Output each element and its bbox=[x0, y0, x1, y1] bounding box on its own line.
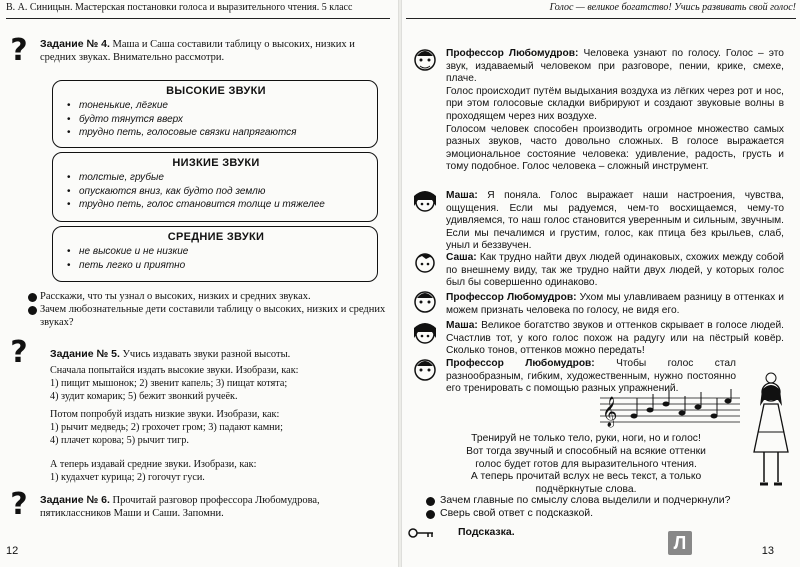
publisher-logo: Л bbox=[668, 531, 692, 555]
middle-sounds-box bbox=[52, 226, 378, 282]
list-item: • толстые, грубые bbox=[79, 171, 367, 185]
dialogue-2 bbox=[446, 190, 784, 253]
sasha-face-icon bbox=[408, 246, 442, 280]
professor-face-icon bbox=[408, 286, 442, 320]
task-5 bbox=[50, 348, 390, 361]
page-number: 12 bbox=[6, 545, 19, 557]
professor-face-icon bbox=[408, 354, 442, 388]
speech-text: Я поняла. Голос выражает наши настроения, чувства, ощущения. Если мы радуемся, чем-то восхищаемся, чему-то удивляемся, то наш голос становится уверенным и сильным, звучным. Если мы печалимся и грустим, голос, как птица без крыльев, слаб, уныл и беззвучен. bbox=[446, 190, 784, 252]
task-6-label: Задание № 6. bbox=[40, 494, 110, 506]
speech-text: Ухом мы улавливаем разницу в оттенках и можем признать человека по голосу, не видя его. bbox=[446, 292, 784, 316]
speech-text: Чтобы голос стал разнообразным, гибким, художественным, нужно постоянно его тренировать с помощью разных упражнений. bbox=[446, 358, 736, 395]
task-6 bbox=[40, 494, 390, 520]
question-1: Расскажи, что ты узнал о высоких, низких и средних звуках. bbox=[40, 291, 311, 302]
bullet-icon bbox=[426, 497, 435, 506]
key-icon bbox=[408, 528, 434, 538]
speaker: Профессор Любомудров: bbox=[446, 358, 595, 369]
masha-face-icon bbox=[408, 318, 442, 352]
question-icon: ? bbox=[10, 335, 28, 370]
right-header: Голос — великое богатство! Учись развивать свой голос! bbox=[406, 2, 796, 19]
question-icon: ? bbox=[10, 33, 28, 68]
list-item: • трудно петь, голос становится толще и тяжелее bbox=[79, 198, 367, 212]
dialogue-3 bbox=[446, 252, 784, 290]
speech-text: Человека узнают по голосу. Голос – это звук, издаваемый человеком при разговоре, пении, крике, смехе, плаче. Голос происходит путём выдыхания воздуха из лёгких через рот и нос, при этом голосовые складки вибрируют и создают звуковые волны в проходящем через них воздухе. Голосом человек способен производить огромное множество самых разных звуков, часто довольно сложных. В голосе выражается эмоциональное состояние человека: удивление, радость, грусть и тому подобное. Голос человека – сложный инструмент. bbox=[446, 48, 784, 173]
speaker: Профессор Любомудров: bbox=[446, 48, 579, 59]
list-item: • не высокие и не низкие bbox=[79, 245, 367, 259]
dialogue-4 bbox=[446, 292, 784, 317]
list-item: • будто тянутся вверх bbox=[79, 113, 367, 127]
question-icon: ? bbox=[10, 487, 28, 522]
left-page bbox=[0, 0, 398, 567]
task-5-low: Потом попробуй издать низкие звуки. Изобрази, как: 1) рычит медведь; 2) грохочет гром; 3) падают камни; 4) плачет корова; 5) рычит тигр. bbox=[50, 409, 283, 446]
music-staff-icon bbox=[600, 388, 740, 428]
list-item: • петь легко и приятно bbox=[79, 259, 367, 273]
task-5-label: Задание № 5. bbox=[50, 348, 120, 360]
left-header: В. А. Синицын. Мастерская постановки голоса и выразительного чтения. 5 класс bbox=[6, 2, 390, 19]
page-number: 13 bbox=[761, 545, 774, 557]
task-4-text: Маша и Саша составили таблицу о высоких, низких и средних звуках. Внимательно рассмотри. bbox=[40, 39, 355, 63]
box-title: ВЫСОКИЕ ЗВУКИ bbox=[166, 85, 266, 97]
question-1: Зачем главные по смыслу слова выделили и подчеркнули? bbox=[440, 494, 731, 506]
task-4 bbox=[40, 38, 390, 64]
question-2: Зачем любознательные дети составили таблицу о высоких, низких и средних звуках? bbox=[40, 304, 386, 328]
girl-illustration-icon bbox=[748, 372, 794, 490]
speaker: Маша: bbox=[446, 320, 478, 331]
poem: Тренируй не только тело, руки, ноги, но и голос! Вот тогда звучный и способный на всякие оттенки голос будет готов для выразительного чтения. bbox=[466, 433, 706, 470]
box-title: НИЗКИЕ ЗВУКИ bbox=[172, 157, 260, 169]
right-page bbox=[400, 0, 800, 567]
task-5-middle: А теперь издавай средние звуки. Изобрази, как: 1) кудахчет курица; 2) гогочут гуси. bbox=[50, 459, 257, 483]
bullet-icon bbox=[28, 293, 37, 302]
low-sounds-box bbox=[52, 152, 378, 222]
svg-text:𝄞: 𝄞 bbox=[602, 397, 618, 427]
speaker: Профессор Любомудров: bbox=[446, 292, 577, 303]
speech-text: Как трудно найти двух людей одинаковых, схожих между собой по внешнему виду, так же трудно найти двух людей, у которых голос был бы совершенно одинаково. bbox=[446, 252, 784, 289]
bullet-icon bbox=[28, 306, 37, 315]
speech-text: Великое богатство звуков и оттенков скрывает в голосе людей. Счастлив тот, у кого голос похож на радугу или на пёстрый ковёр. Сколько тонов, оттенков можно передать! bbox=[446, 320, 784, 357]
box-title: СРЕДНИЕ ЗВУКИ bbox=[167, 231, 265, 243]
speaker: Маша: bbox=[446, 190, 478, 201]
dialogue-5 bbox=[446, 320, 784, 358]
list-item: • тоненькие, лёгкие bbox=[79, 99, 367, 113]
professor-face-icon bbox=[408, 44, 442, 78]
masha-face-icon bbox=[408, 186, 442, 220]
dialogue-1 bbox=[446, 48, 784, 174]
question-2: Сверь свой ответ с подсказкой. bbox=[440, 507, 594, 519]
instruction: А теперь прочитай вслух не весь текст, а только подчёркнутые слова. bbox=[470, 471, 702, 495]
task-5-high: Сначала попытайся издать высокие звуки. Изобрази, как: 1) пищит мышонок; 2) звенит капель; 3) пищат котята; 4) зудит комарик; 5) бежит звонкий ручеёк. bbox=[50, 365, 299, 402]
bullet-icon bbox=[426, 510, 435, 519]
speaker: Саша: bbox=[446, 252, 477, 263]
task-4-label: Задание № 4. bbox=[40, 38, 110, 50]
list-item: • трудно петь, голосовые связки напрягаются bbox=[79, 126, 367, 140]
hint-label: Подсказка. bbox=[458, 526, 515, 538]
list-item: • опускаются вниз, как будто под землю bbox=[79, 185, 367, 199]
task-5-text: Учись издавать звуки разной высоты. bbox=[122, 349, 291, 360]
task-6-text: Прочитай разговор профессора Любомудрова, пятиклассников Маши и Саши. Запомни. bbox=[40, 495, 320, 519]
high-sounds-box bbox=[52, 80, 378, 148]
